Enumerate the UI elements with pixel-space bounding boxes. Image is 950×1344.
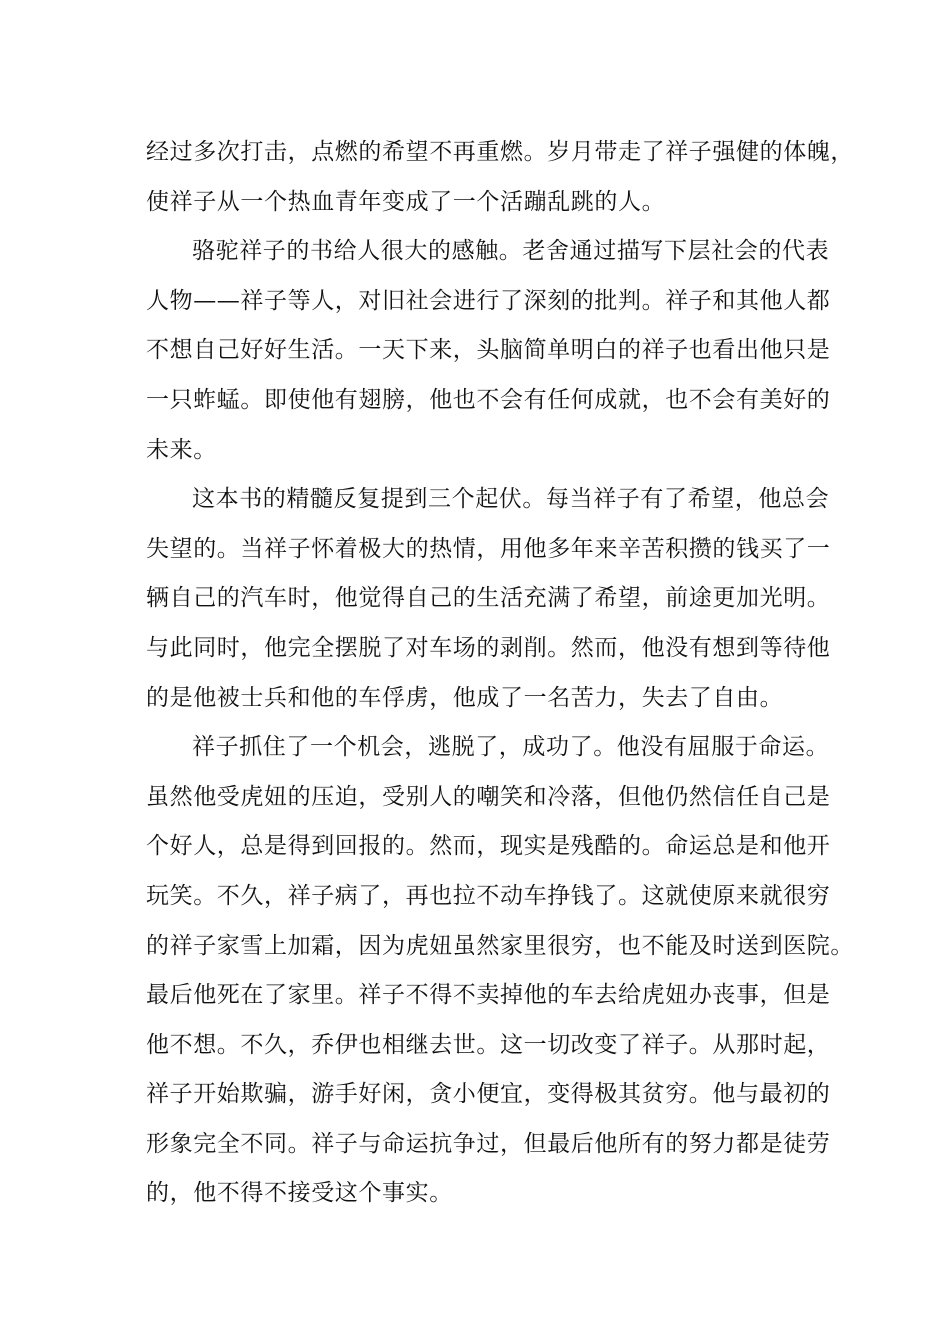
text-line: 祥子开始欺骗，游手好闲，贪小便宜，变得极其贫穷。他与最初的 (146, 1081, 831, 1108)
paragraph-start-line: 骆驼祥子的书给人很大的感触。老舍通过描写下层社会的代表 (192, 238, 830, 265)
paragraph-start-line: 这本书的精髓反复提到三个起伏。每当祥子有了希望，他总会 (192, 486, 830, 513)
essay-body (146, 128, 854, 1219)
text-line: 最后他死在了家里。祥子不得不卖掉他的车去给虎妞办丧事，但是 (146, 982, 831, 1009)
text-line: 玩笑。不久，祥子病了，再也拉不动车挣钱了。这就使原来就很穷 (146, 882, 831, 909)
text-line: 与此同时，他完全摆脱了对车场的剥削。然而，他没有想到等待他 (146, 634, 831, 661)
text-line: 一只蚱蜢。即使他有翅膀，他也不会有任何成就，也不会有美好的 (146, 386, 831, 413)
text-line: 虽然他受虎妞的压迫，受别人的嘲笑和冷落，但他仍然信任自己是 (146, 783, 831, 810)
text-line: 的，他不得不接受这个事实。 (146, 1180, 453, 1207)
text-line: 经过多次打击，点燃的希望不再重燃。岁月带走了祥子强健的体魄， (146, 139, 854, 165)
text-line: 人物——祥子等人，对旧社会进行了深刻的批判。祥子和其他人都 (146, 287, 831, 314)
text-line: 辆自己的汽车时，他觉得自己的生活充满了希望，前途更加光明。 (146, 585, 831, 612)
text-line: 使祥子从一个热血青年变成了一个活蹦乱跳的人。 (146, 188, 666, 215)
text-line: 不想自己好好生活。一天下来，头脑简单明白的祥子也看出他只是 (146, 337, 831, 364)
paragraph-start-line: 祥子抓住了一个机会，逃脱了，成功了。他没有屈服于命运。 (192, 734, 830, 761)
text-line: 的祥子家雪上加霜，因为虎妞虽然家里很穷，也不能及时送到医院。 (146, 932, 854, 959)
text-line: 他不想。不久，乔伊也相继去世。这一切改变了祥子。从那时起， (146, 1031, 831, 1058)
text-line: 形象完全不同。祥子与命运抗争过，但最后他所有的努力都是徒劳 (146, 1130, 831, 1157)
text-line: 的是他被士兵和他的车俘虏，他成了一名苦力，失去了自由。 (146, 684, 784, 711)
text-line: 未来。 (146, 436, 217, 463)
text-line: 失望的。当祥子怀着极大的热情，用他多年来辛苦积攒的钱买了一 (146, 535, 831, 562)
text-line: 个好人，总是得到回报的。然而，现实是残酷的。命运总是和他开 (146, 833, 831, 860)
